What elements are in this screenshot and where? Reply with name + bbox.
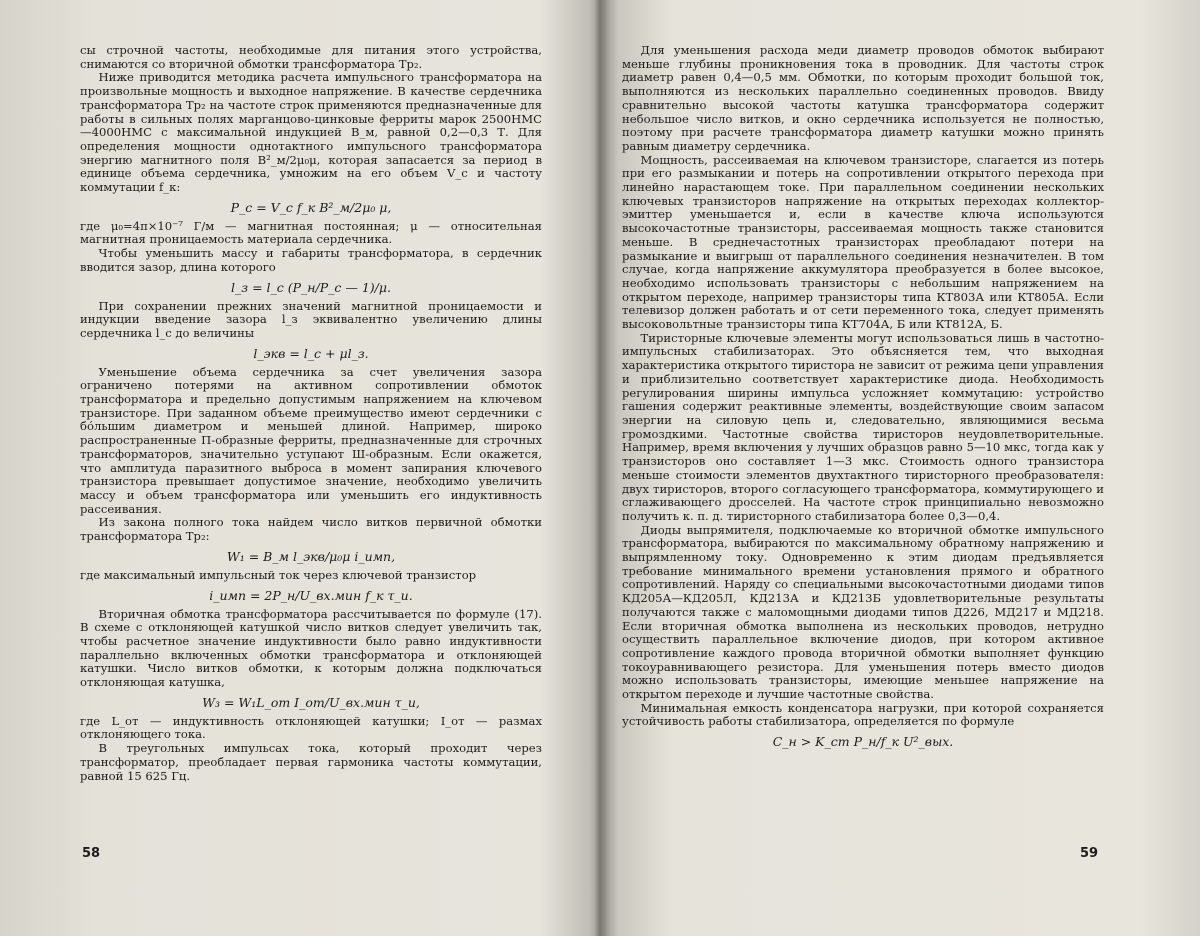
- paragraph: где максимальный импульсный ток через ключевой транзистор: [80, 567, 477, 582]
- paragraph: Диоды выпрямителя, подключаемые ко вторичной обмотке импульсного трансформатора, выбираются по максимальному обратному напряжению и выпрямленному току. Одновременно к этим диодам предъявляется требование минимального времени установления прямого и обратного сопротивлений. Наряду со специальными высокочастотными диодами типов КД205А—КД205Л, КД213А и КД213Б удовлетворительные результаты получаются также с маломощными диодами типов Д226, МД217 и МД218. Если вторичная обмотка выполнена из нескольких проводов, нетрудно осуществить параллельное включение диодов, при котором активное сопротивление каждого провода вторичной обмотки выполняет функцию токоуравнивающего резистора. Для уменьшения потерь вместо диодов можно использовать транзисторы, имеющие меньшее напряжение на открытом переходе и лучшие частотные свойства.: [622, 522, 1104, 702]
- paragraph: Тиристорные ключевые элементы могут использоваться лишь в частотно-импульсных стабилизаторах. Это объясняется тем, что выходная характеристика открытого тиристора не зависит от режима цепи управления и приблизительно соответствует характеристике диода. Необходимость регулирования ширины импульса усложняет коммутацию: устройство гашения содержит реактивные элементы, воздействующие своим запасом энергии на силовую цепь и, следовательно, являющимися весьма громоздкими. Частотные свойства тиристоров неудовлетворительные. Например, время включения у лучших образцов равно 5—10 мкс, тогда как у транзисторов оно составляет 1—3 мкс. Стоимость одного транзистора меньше стоимости элементов двухтактного тиристорного преобразователя: двух тиристоров, второго согласующего трансформатора, коммутирующего и сглаживающего дросселей. На частоте строк принципиально невозможно получить к. п. д. тиристорного стабилизатора более 0,3—0,4.: [622, 330, 1104, 523]
- paragraph: Из закона полного тока найдем число витков первичной обмотки трансформатора Тр₂:: [80, 515, 542, 544]
- paragraph: Уменьшение объема сердечника за счет увеличения зазора ограничено потерями на активном сопротивлении обмоток трансформатора и предельно допустимым напряжением на ключевом транзисторе. При заданном объеме преимущество имеют сердечники с бо́льшим диаметром и меньшей длиной. Например, широко распространенные П-образные ферриты, предназначенные для строчных трансформаторов, значительно уступают Ш-образным. Если окажется, что амплитуда паразитного выброса в момент запирания ключевого транзистора превышает допустимое значение, необходимо увеличить массу и объем трансформатора или уменьшить его индуктивность рассеивания.: [80, 364, 542, 516]
- formula-equivalent-length: l_экв = l_c + μl_з.: [253, 345, 369, 361]
- formula-gap-length: l_з = l_c (P_н/P_c — 1)/μ.: [231, 279, 391, 295]
- paragraph: Чтобы уменьшить массу и габариты трансформатора, в сердечник вводится зазор, длина которого: [80, 246, 542, 274]
- paragraph: сы строчной частоты, необходимые для питания этого устройства, снимаются со вторичной обмотки трансформатора Тр₂.: [80, 43, 542, 71]
- formula-power: P_c = V_c f_к B²_м/2μ₀ μ,: [230, 199, 392, 215]
- right-page: [622, 44, 1104, 914]
- paragraph: Вторичная обмотка трансформатора рассчитывается по формуле (17). В схеме с отклоняющей катушкой число витков следует увеличить так, чтобы расчетное значение индуктивности было равно индуктивности параллельно включенных обмотки трансформатора и отклоняющей катушки. Число витков обмотки, к которым должна подключаться отклоняющая катушка,: [80, 606, 542, 690]
- paragraph: В треугольных импульсах тока, который проходит через трансформатор, преобладает первая гармоника частоты коммутации, равной 15 625 Гц.: [80, 741, 542, 783]
- page-number-right: 59: [1080, 846, 1099, 861]
- paragraph: Минимальная емкость конденсатора нагрузки, при которой сохраняется устойчивость работы стабилизатора, определяется по формуле: [622, 700, 1104, 729]
- paragraph: где L_от — индуктивность отклоняющей катушки; I_от — размах отклоняющего тока.: [80, 713, 542, 742]
- book-gutter: [590, 0, 610, 936]
- page-number-left: 58: [82, 846, 101, 861]
- paragraph: При сохранении прежних значений магнитной проницаемости и индукции введение зазора l_з эквивалентно увеличению длины сердечника l_c до величины: [80, 298, 542, 340]
- paragraph: Ниже приводится методика расчета импульсного трансформатора на произвольные мощность и выходное напряжение. В качестве сердечника трансформатора Тр₂ на частоте строк применяются предназначенные для работы в сильных полях марганцово-цинковые ферриты марок 2500НМС—4000НМС с максимальной индукцией B_м, равной 0,2—0,3 Т. Для определения мощности однотактного импульсного трансформатора энергию магнитного поля B²_м/2μ₀μ, которая запасается за период в единице объема сердечника, умножим на его объем V_c и частоту коммутации f_к:: [80, 70, 542, 195]
- paragraph: Мощность, рассеиваемая на ключевом транзисторе, слагается из потерь при его размыкании и потерь на сопротивлении открытого перехода при линейно нарастающем токе. При параллельном соединении нескольких ключевых транзисторов напряжение на открытых переходах коллектор-эмиттер уменьшается и, если в качестве ключа используются высокочастотные транзисторы, рассеиваемая мощность также становится меньше. В среднечастотных транзисторах преобладают потери на размыкание и выигрыш от параллельного соединения незначителен. В том случае, когда напряжение аккумулятора преобразуется в более высокое, необходимо использовать транзисторы с небольшим напряжением на открытом переходе, например транзисторы типа КТ803А или КТ805А. Если телевизор должен работать и от сети переменного тока, следует применять высоковольтные транзисторы типа КТ704А, Б или КТ812А, Б.: [622, 152, 1104, 332]
- paragraph: Для уменьшения расхода меди диаметр проводов обмоток выбирают меньше глубины проникновения тока в проводник. Для частоты строк диаметр равен 0,4—0,5 мм. Обмотки, по которым проходит большой ток, выполняются из нескольких параллельно соединенных проводов. Ввиду сравнительно высокой частоты катушка трансформатора содержит небольшое число витков, и окно сердечника используется не полностью, поэтому при расчете трансформатора диаметр катушки можно принять равным диаметру сердечника.: [622, 43, 1104, 153]
- formula-primary-turns: W₁ = B_м l_экв/μ₀μ i_имп,: [226, 548, 396, 564]
- paragraph: где μ₀=4π×10⁻⁷ Г/м — магнитная постоянная; μ — относительная магнитная проницаемость материала сердечника.: [80, 218, 542, 247]
- formula-tap-turns: W₃ = W₁L_от I_от/U_вх.мин τ_и,: [202, 694, 420, 710]
- left-page: [80, 44, 542, 914]
- formula-pulse-current: i_имп = 2P_н/U_вх.мин f_к τ_и.: [209, 587, 413, 603]
- formula-capacitance: C_н > K_ст P_н/f_к U²_вых.: [772, 734, 954, 750]
